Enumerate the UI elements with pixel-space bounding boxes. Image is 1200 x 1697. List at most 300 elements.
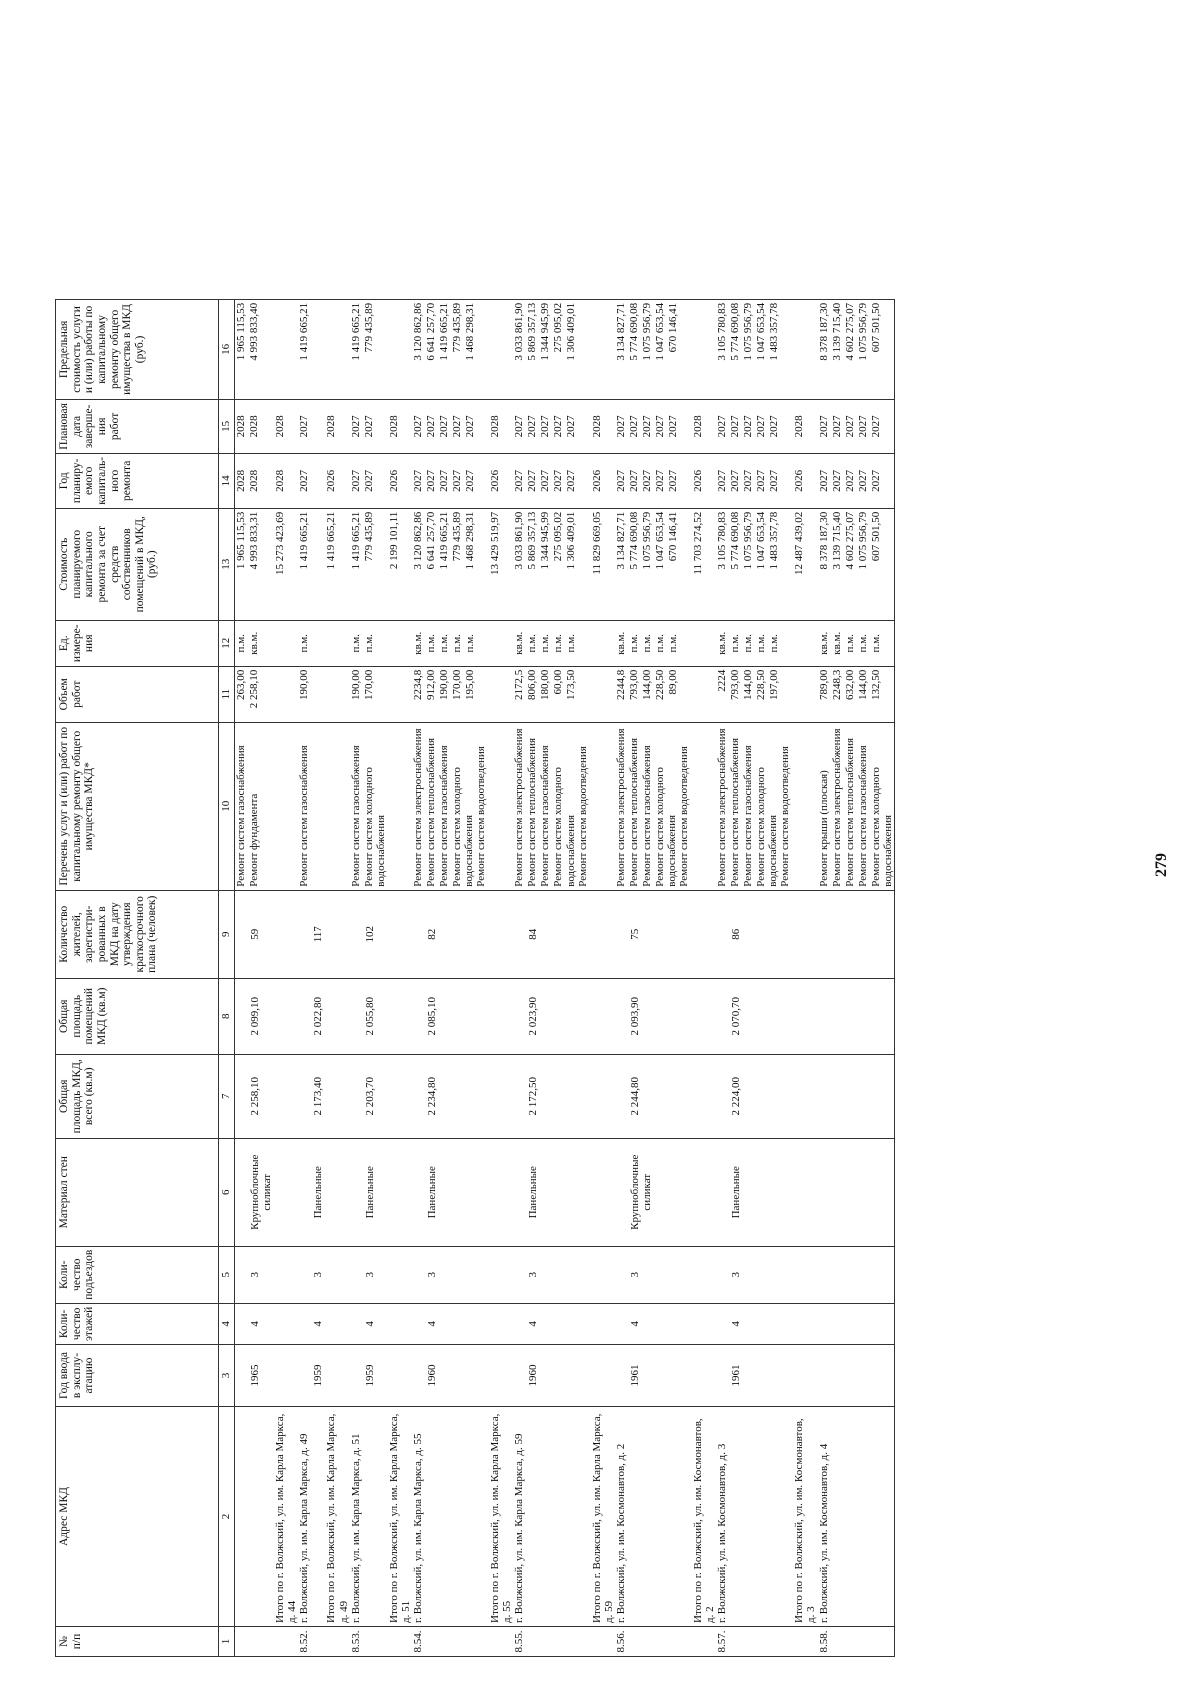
empty-cell xyxy=(590,299,615,399)
repair-year xyxy=(412,453,488,508)
repair-year-value: 2027 xyxy=(513,469,526,492)
work-unit xyxy=(298,620,324,666)
work-volume-value: 793,00 xyxy=(729,669,742,700)
work-cost-value: 275 095,02 xyxy=(552,511,565,562)
work-item-value: Ремонт систем газоснабжения xyxy=(235,745,247,887)
completion-date-value: 2027 xyxy=(843,415,856,438)
empty-cell xyxy=(273,890,298,978)
repair-year-value: 2027 xyxy=(830,469,843,492)
work-cost-value: 4 993 833,31 xyxy=(248,511,260,570)
wall-material: Панельные xyxy=(513,1138,589,1246)
empty-cell xyxy=(590,1138,615,1246)
work-unit xyxy=(818,620,895,666)
floors: 4 xyxy=(513,1303,589,1344)
work-volume-value: 632,00 xyxy=(843,669,856,700)
total-label: Итого по г. Волжский, ул. им. Космонавтов, д. 3 xyxy=(792,1407,817,1627)
row-number xyxy=(590,1627,615,1657)
empty-cell xyxy=(488,722,513,890)
work-item xyxy=(235,722,274,890)
total-cost: 13 429 519,97 xyxy=(488,508,513,620)
year-built xyxy=(818,1345,895,1407)
floors: 4 xyxy=(615,1303,691,1344)
total-area: 2 234,80 xyxy=(412,1054,488,1138)
completion-date-value: 2027 xyxy=(412,415,425,438)
empty-cell xyxy=(324,1246,349,1303)
empty-cell xyxy=(792,722,817,890)
total-row xyxy=(324,299,349,1656)
total-label: Итого по г. Волжский, ул. им. Карла Маркса, д. 49 xyxy=(324,1407,349,1627)
empty-cell xyxy=(273,620,298,666)
work-unit-value: п.м. xyxy=(869,634,882,653)
total-area: 2 258,10 xyxy=(235,1054,274,1138)
work-cost-value: 1 075 956,79 xyxy=(640,511,653,570)
building-row xyxy=(818,299,895,1656)
work-unit-value: п.м. xyxy=(640,634,653,653)
total-label: Итого по г. Волжский, ул. им. Карла Маркса, д. 44 xyxy=(273,1407,298,1627)
empty-cell xyxy=(691,1246,716,1303)
work-item-value: Ремонт систем холодного водоснабжения xyxy=(362,767,387,887)
work-item-value: Ремонт систем газоснабжения xyxy=(742,745,755,887)
completion-date-value: 2027 xyxy=(349,415,362,438)
completion-date-value: 2027 xyxy=(362,415,375,438)
work-item-value: Ремонт систем теплоснабжения xyxy=(425,737,438,887)
work-cost-value: 1 344 945,99 xyxy=(539,511,552,570)
work-volume xyxy=(716,666,792,722)
repair-year-value: 2027 xyxy=(653,469,666,492)
total-date: 2028 xyxy=(273,399,298,453)
cost-limit-value: 1 306 409,01 xyxy=(565,302,578,361)
work-unit-value: п.м. xyxy=(627,634,640,653)
rooms-area: 2 022,80 xyxy=(298,978,324,1054)
row-number: 8.56. xyxy=(615,1627,691,1657)
floors xyxy=(818,1303,895,1344)
empty-cell xyxy=(324,1345,349,1407)
column-number: 11 xyxy=(219,666,235,722)
building-address: г. Волжский, ул. им. Космонавтов, д. 2 xyxy=(615,1407,691,1627)
work-volume xyxy=(235,666,274,722)
work-volume-value: 190,00 xyxy=(298,669,311,700)
work-cost-value: 1 075 956,79 xyxy=(742,511,755,570)
completion-date-value: 2027 xyxy=(627,415,640,438)
repair-year xyxy=(615,453,691,508)
total-cost: 2 199 101,11 xyxy=(387,508,412,620)
work-unit xyxy=(412,620,488,666)
column-number: 6 xyxy=(219,1138,235,1246)
column-header: Перечень услуг и (или) работ по капитальному ремонту общего имущества МКД* xyxy=(56,722,219,890)
work-unit-value: п.м. xyxy=(362,634,375,653)
repair-year xyxy=(350,453,387,508)
row-number: 8.53. xyxy=(350,1627,387,1657)
work-item-value: Ремонт систем электроснабжения xyxy=(716,728,729,887)
column-header: № п/п xyxy=(56,1627,219,1657)
completion-date-value: 2027 xyxy=(552,415,565,438)
empty-cell xyxy=(691,1138,716,1246)
building-address: г. Волжский, ул. им. Карла Маркса, д. 51 xyxy=(350,1407,387,1627)
total-year: 2028 xyxy=(273,453,298,508)
work-cost xyxy=(298,508,324,620)
cost-limit-value: 670 146,41 xyxy=(666,302,679,353)
work-volume-value: 197,00 xyxy=(768,669,781,700)
repair-year-value: 2027 xyxy=(869,469,882,492)
cost-limit-value: 779 435,89 xyxy=(362,302,375,353)
rooms-area: 2 023,90 xyxy=(513,978,589,1054)
entrances: 3 xyxy=(298,1246,324,1303)
empty-cell xyxy=(273,1303,298,1344)
column-number: 5 xyxy=(219,1246,235,1303)
empty-cell xyxy=(273,1138,298,1246)
work-volume-value: 228,50 xyxy=(653,669,666,700)
total-date: 2028 xyxy=(590,399,615,453)
total-date: 2028 xyxy=(792,399,817,453)
work-unit-value: п.м. xyxy=(298,634,311,653)
work-volume-value: 2172,5 xyxy=(513,669,526,700)
repair-year-value: 2027 xyxy=(412,469,425,492)
work-unit-value: п.м. xyxy=(653,634,666,653)
work-volume-value: 132,50 xyxy=(869,669,882,700)
work-unit-value: п.м. xyxy=(856,634,869,653)
column-header: Адрес МКД xyxy=(56,1407,219,1627)
work-unit-value: п.м. xyxy=(526,634,539,653)
row-number: 8.55. xyxy=(513,1627,589,1657)
building-row xyxy=(513,299,589,1656)
building-row xyxy=(350,299,387,1656)
cost-limit-value: 779 435,89 xyxy=(451,302,464,353)
work-item-value: Ремонт систем холодного водоснабжения xyxy=(869,767,894,887)
cost-limit-value: 1 047 653,54 xyxy=(653,302,666,361)
completion-date xyxy=(298,399,324,453)
completion-date-value: 2027 xyxy=(869,415,882,438)
work-item-value: Ремонт систем газоснабжения xyxy=(856,745,869,887)
work-item-value: Ремонт систем водоотведения xyxy=(677,746,690,887)
work-unit xyxy=(716,620,792,666)
row-number xyxy=(691,1627,716,1657)
row-number xyxy=(387,1627,412,1657)
empty-cell xyxy=(792,978,817,1054)
repair-year-value: 2027 xyxy=(552,469,565,492)
total-row xyxy=(488,299,513,1656)
empty-cell xyxy=(387,1054,412,1138)
completion-date-value: 2027 xyxy=(856,415,869,438)
work-item-value: Ремонт систем электроснабжения xyxy=(513,728,526,887)
work-cost-value: 607 501,50 xyxy=(869,511,882,562)
completion-date-value: 2027 xyxy=(565,415,578,438)
work-unit-value: п.м. xyxy=(729,634,742,653)
cost-limit-value: 1 419 665,21 xyxy=(298,302,311,361)
completion-date-value: 2027 xyxy=(425,415,438,438)
column-number: 13 xyxy=(219,508,235,620)
row-number: 8.54. xyxy=(412,1627,488,1657)
work-volume-value: 195,00 xyxy=(464,669,477,700)
completion-date xyxy=(716,399,792,453)
work-unit-value: п.м. xyxy=(349,634,362,653)
completion-date-value: 2027 xyxy=(817,415,830,438)
work-volume-value: 2234,8 xyxy=(412,669,425,700)
rooms-area: 2 099,10 xyxy=(235,978,274,1054)
total-date: 2028 xyxy=(691,399,716,453)
work-volume-value: 60,00 xyxy=(552,669,565,695)
work-item xyxy=(615,722,691,890)
wall-material xyxy=(818,1138,895,1246)
completion-date xyxy=(412,399,488,453)
empty-cell xyxy=(691,1345,716,1407)
empty-cell xyxy=(387,299,412,399)
work-volume-value: 789,00 xyxy=(817,669,830,700)
repair-year-value: 2027 xyxy=(817,469,830,492)
work-unit-value: кв.м. xyxy=(830,631,843,655)
cost-limit-value: 5 774 690,08 xyxy=(729,302,742,361)
total-label: Итого по г. Волжский, ул. им. Карла Маркса, д. 51 xyxy=(387,1407,412,1627)
work-volume xyxy=(412,666,488,722)
completion-date-value: 2027 xyxy=(451,415,464,438)
total-row xyxy=(691,299,716,1656)
row-number: 8.52. xyxy=(298,1627,324,1657)
work-unit-value: п.м. xyxy=(565,634,578,653)
column-number: 10 xyxy=(219,722,235,890)
empty-cell xyxy=(387,666,412,722)
column-header: Количество жителей, зарегистри-рованных в МКД на дату утверждения краткосрочного плана (человек) xyxy=(56,890,219,978)
column-header: Ед. измере-ния xyxy=(56,620,219,666)
cost-limit xyxy=(298,299,324,399)
work-cost-value: 1 047 653,54 xyxy=(755,511,768,570)
column-header: Материал стен xyxy=(56,1138,219,1246)
completion-date xyxy=(235,399,274,453)
cost-limit-value: 1 075 956,79 xyxy=(856,302,869,361)
total-year: 2026 xyxy=(691,453,716,508)
building-row xyxy=(615,299,691,1656)
empty-cell xyxy=(590,1054,615,1138)
empty-cell xyxy=(691,299,716,399)
work-unit xyxy=(615,620,691,666)
work-volume xyxy=(298,666,324,722)
cost-limit-value: 3 033 861,90 xyxy=(513,302,526,361)
work-cost-value: 779 435,89 xyxy=(362,511,375,562)
total-label: Итого по г. Волжский, ул. им. Космонавтов, д. 2 xyxy=(691,1407,716,1627)
empty-cell xyxy=(792,1345,817,1407)
work-cost xyxy=(513,508,589,620)
column-number-row xyxy=(219,299,235,1656)
work-unit-value: п.м. xyxy=(755,634,768,653)
row-number: 8.58. xyxy=(818,1627,895,1657)
work-item-value: Ремонт фундамента xyxy=(248,793,260,887)
empty-cell xyxy=(324,1054,349,1138)
repair-year-value: 2027 xyxy=(843,469,856,492)
wall-material: Крупноблочные силикат xyxy=(235,1138,274,1246)
cost-limit xyxy=(818,299,895,399)
empty-cell xyxy=(324,1303,349,1344)
total-row xyxy=(590,299,615,1656)
repair-year-value: 2027 xyxy=(349,469,362,492)
empty-cell xyxy=(488,978,513,1054)
floors: 4 xyxy=(350,1303,387,1344)
cost-limit-value: 1 075 956,79 xyxy=(742,302,755,361)
column-header: Общая площадь помещений МКД (кв.м) xyxy=(56,978,219,1054)
work-item-value: Ремонт систем водоотведения xyxy=(779,746,792,887)
column-header: Стоимость планируемого капитального ремонта за счет средств собственников помещений в МКД, (руб.) xyxy=(56,508,219,620)
cost-limit xyxy=(615,299,691,399)
work-unit-value: кв.м. xyxy=(716,631,729,655)
work-cost-value: 1 047 653,54 xyxy=(653,511,666,570)
work-cost-value: 1 419 665,21 xyxy=(349,511,362,570)
work-item-value: Ремонт систем теплоснабжения xyxy=(627,737,640,887)
wall-material: Панельные xyxy=(298,1138,324,1246)
completion-date xyxy=(615,399,691,453)
cost-limit xyxy=(513,299,589,399)
work-item xyxy=(298,722,324,890)
work-item-value: Ремонт систем электроснабжения xyxy=(412,728,425,887)
completion-date-value: 2027 xyxy=(830,415,843,438)
completion-date-value: 2027 xyxy=(464,415,477,438)
empty-cell xyxy=(590,722,615,890)
work-cost-value: 1 468 298,31 xyxy=(464,511,477,570)
cost-limit-value: 8 378 187,30 xyxy=(817,302,830,361)
cost-limit xyxy=(716,299,792,399)
column-number: 7 xyxy=(219,1054,235,1138)
work-item-value: Ремонт систем газоснабжения xyxy=(640,745,653,887)
work-unit-value: п.м. xyxy=(425,634,438,653)
total-area: 2 224,00 xyxy=(716,1054,792,1138)
empty-cell xyxy=(324,978,349,1054)
residents: 59 xyxy=(235,890,274,978)
work-volume-value: 144,00 xyxy=(742,669,755,700)
column-header: Объем работ xyxy=(56,666,219,722)
cost-limit-value: 4 602 275,07 xyxy=(843,302,856,361)
work-volume-value: 89,00 xyxy=(666,669,679,695)
empty-cell xyxy=(590,978,615,1054)
work-cost-value: 5 774 690,08 xyxy=(627,511,640,570)
work-volume-value: 144,00 xyxy=(856,669,869,700)
empty-cell xyxy=(324,666,349,722)
total-area: 2 203,70 xyxy=(350,1054,387,1138)
completion-date-value: 2028 xyxy=(235,415,247,438)
wall-material: Панельные xyxy=(350,1138,387,1246)
repair-year-value: 2028 xyxy=(248,469,260,492)
repair-year-value: 2027 xyxy=(539,469,552,492)
column-header: Плановая дата заверше-ния работ xyxy=(56,399,219,453)
entrances: 3 xyxy=(615,1246,691,1303)
empty-cell xyxy=(488,1345,513,1407)
row-number xyxy=(488,1627,513,1657)
column-number: 14 xyxy=(219,453,235,508)
work-cost-value: 5 869 357,13 xyxy=(526,511,539,570)
repair-year xyxy=(716,453,792,508)
repair-year-value: 2027 xyxy=(716,469,729,492)
repair-year-value: 2027 xyxy=(666,469,679,492)
repair-year-value: 2027 xyxy=(614,469,627,492)
work-cost-value: 3 105 780,83 xyxy=(716,511,729,570)
repair-year xyxy=(298,453,324,508)
total-label: Итого по г. Волжский, ул. им. Карла Маркса, д. 55 xyxy=(488,1407,513,1627)
empty-cell xyxy=(273,978,298,1054)
rooms-area: 2 093,90 xyxy=(615,978,691,1054)
row-number: 8.57. xyxy=(716,1627,792,1657)
empty-cell xyxy=(273,666,298,722)
total-year: 2026 xyxy=(387,453,412,508)
total-cost: 11 703 274,52 xyxy=(691,508,716,620)
completion-date-value: 2027 xyxy=(513,415,526,438)
repair-year-value: 2027 xyxy=(755,469,768,492)
work-volume xyxy=(818,666,895,722)
repair-year-value: 2027 xyxy=(451,469,464,492)
work-cost xyxy=(350,508,387,620)
repair-year-value: 2027 xyxy=(742,469,755,492)
empty-cell xyxy=(488,1138,513,1246)
work-volume xyxy=(513,666,589,722)
work-unit-value: кв.м. xyxy=(614,631,627,655)
rooms-area: 2 070,70 xyxy=(716,978,792,1054)
empty-cell xyxy=(387,890,412,978)
work-item xyxy=(716,722,792,890)
total-row xyxy=(273,299,298,1656)
empty-cell xyxy=(691,666,716,722)
work-item-value: Ремонт систем газоснабжения xyxy=(349,745,362,887)
column-number: 16 xyxy=(219,299,235,399)
year-built: 1959 xyxy=(350,1345,387,1407)
cost-limit-value: 1 344 945,99 xyxy=(539,302,552,361)
empty-cell xyxy=(691,1303,716,1344)
cost-limit-value: 5 869 357,13 xyxy=(526,302,539,361)
column-number: 3 xyxy=(219,1345,235,1407)
empty-cell xyxy=(387,1303,412,1344)
empty-cell xyxy=(488,1054,513,1138)
work-volume xyxy=(615,666,691,722)
completion-date-value: 2028 xyxy=(248,415,260,438)
work-volume-value: 144,00 xyxy=(640,669,653,700)
building-address: г. Волжский, ул. им. Карла Маркса, д. 59 xyxy=(513,1407,589,1627)
capital-repair-table xyxy=(55,299,895,1657)
empty-cell xyxy=(691,620,716,666)
work-item-value: Ремонт систем теплоснабжения xyxy=(729,737,742,887)
residents: 84 xyxy=(513,890,589,978)
wall-material: Панельные xyxy=(716,1138,792,1246)
column-header: Коли-чество этажей xyxy=(56,1303,219,1344)
cost-limit-value: 1 047 653,54 xyxy=(755,302,768,361)
completion-date-value: 2027 xyxy=(755,415,768,438)
column-number: 1 xyxy=(219,1627,235,1657)
total-cost: 11 829 669,05 xyxy=(590,508,615,620)
work-unit-value: п.м. xyxy=(768,634,781,653)
work-item-value: Ремонт систем водоотведения xyxy=(475,746,488,887)
empty-cell xyxy=(590,1303,615,1344)
total-row xyxy=(792,299,817,1656)
empty-cell xyxy=(387,978,412,1054)
row-number xyxy=(235,1627,274,1657)
residents: 102 xyxy=(350,890,387,978)
work-item xyxy=(412,722,488,890)
rooms-area: 2 055,80 xyxy=(350,978,387,1054)
completion-date xyxy=(818,399,895,453)
residents: 82 xyxy=(412,890,488,978)
column-number: 15 xyxy=(219,399,235,453)
work-cost-value: 5 774 690,08 xyxy=(729,511,742,570)
repair-year-value: 2027 xyxy=(362,469,375,492)
completion-date-value: 2027 xyxy=(298,415,311,438)
empty-cell xyxy=(387,722,412,890)
repair-year-value: 2027 xyxy=(627,469,640,492)
total-year: 2026 xyxy=(792,453,817,508)
page-number: 279 xyxy=(1153,853,1170,877)
floors: 4 xyxy=(412,1303,488,1344)
total-row xyxy=(387,299,412,1656)
column-header: Коли-чество подъездов xyxy=(56,1246,219,1303)
building-address: г. Волжский, ул. им. Космонавтов, д. 4 xyxy=(818,1407,895,1627)
work-item-value: Ремонт систем газоснабжения xyxy=(539,745,552,887)
work-volume xyxy=(350,666,387,722)
cost-limit xyxy=(412,299,488,399)
repair-year-value: 2027 xyxy=(425,469,438,492)
entrances: 3 xyxy=(350,1246,387,1303)
empty-cell xyxy=(691,890,716,978)
empty-cell xyxy=(387,1138,412,1246)
